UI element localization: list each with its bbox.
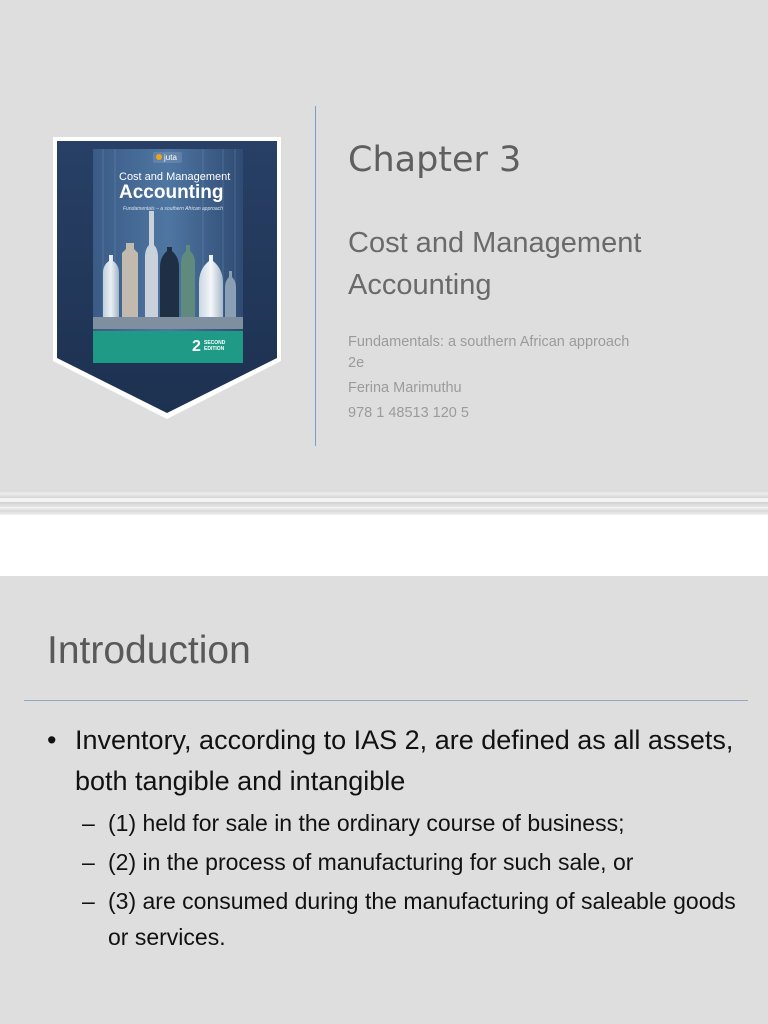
bullet-list: [47, 720, 747, 955]
edition-number: 2: [192, 338, 201, 355]
slide-title: Introduction: [47, 629, 251, 672]
sub-bullet-text: (1) held for sale in the ordinary course of business;: [108, 810, 625, 836]
book-subtitle-text: Fundamentals: a southern African approach: [348, 334, 630, 350]
isbn: 978 1 48513 120 5: [348, 405, 469, 421]
sub-bullet-item: [47, 805, 747, 841]
sub-bullet-item: [47, 883, 747, 955]
dash-marker: –: [82, 810, 95, 836]
book-title: Cost and Management Accounting: [348, 227, 642, 301]
chapter-title: Chapter 3: [348, 140, 522, 180]
sub-bullet-text: (3) are consumed during the manufacturing of saleable goods or services.: [108, 888, 736, 950]
dash-marker: –: [82, 888, 95, 914]
edition-label: SECOND EDITION: [204, 340, 226, 352]
bullet-item: [47, 720, 747, 802]
sub-bullet-item: [47, 844, 747, 880]
title-underline: [24, 700, 748, 701]
sub-bullet-text: (2) in the process of manufacturing for such sale, or: [108, 849, 634, 875]
title-slide: [0, 0, 768, 496]
dash-marker: –: [82, 849, 95, 875]
cover-title-line2: Accounting: [119, 182, 224, 203]
book-cover-badge: [53, 137, 281, 419]
bullet-marker: •: [47, 725, 57, 755]
author-name: Ferina Marimuthu: [348, 380, 462, 396]
slide-separator: [0, 490, 768, 498]
content-slide: [0, 576, 768, 1024]
bullet-text: Inventory, according to IAS 2, are defined as all assets, both tangible and intangible: [75, 725, 734, 796]
publisher-logo: juta: [153, 152, 182, 163]
cover-title-line1: Cost and Management: [119, 171, 231, 183]
book-details: [348, 332, 688, 424]
cover-subtitle: Fundamentals – a southern African approach: [123, 206, 223, 212]
edition-text: 2e: [348, 355, 365, 371]
slide-separator-edge: [0, 507, 768, 515]
title-divider-line: [315, 106, 316, 446]
